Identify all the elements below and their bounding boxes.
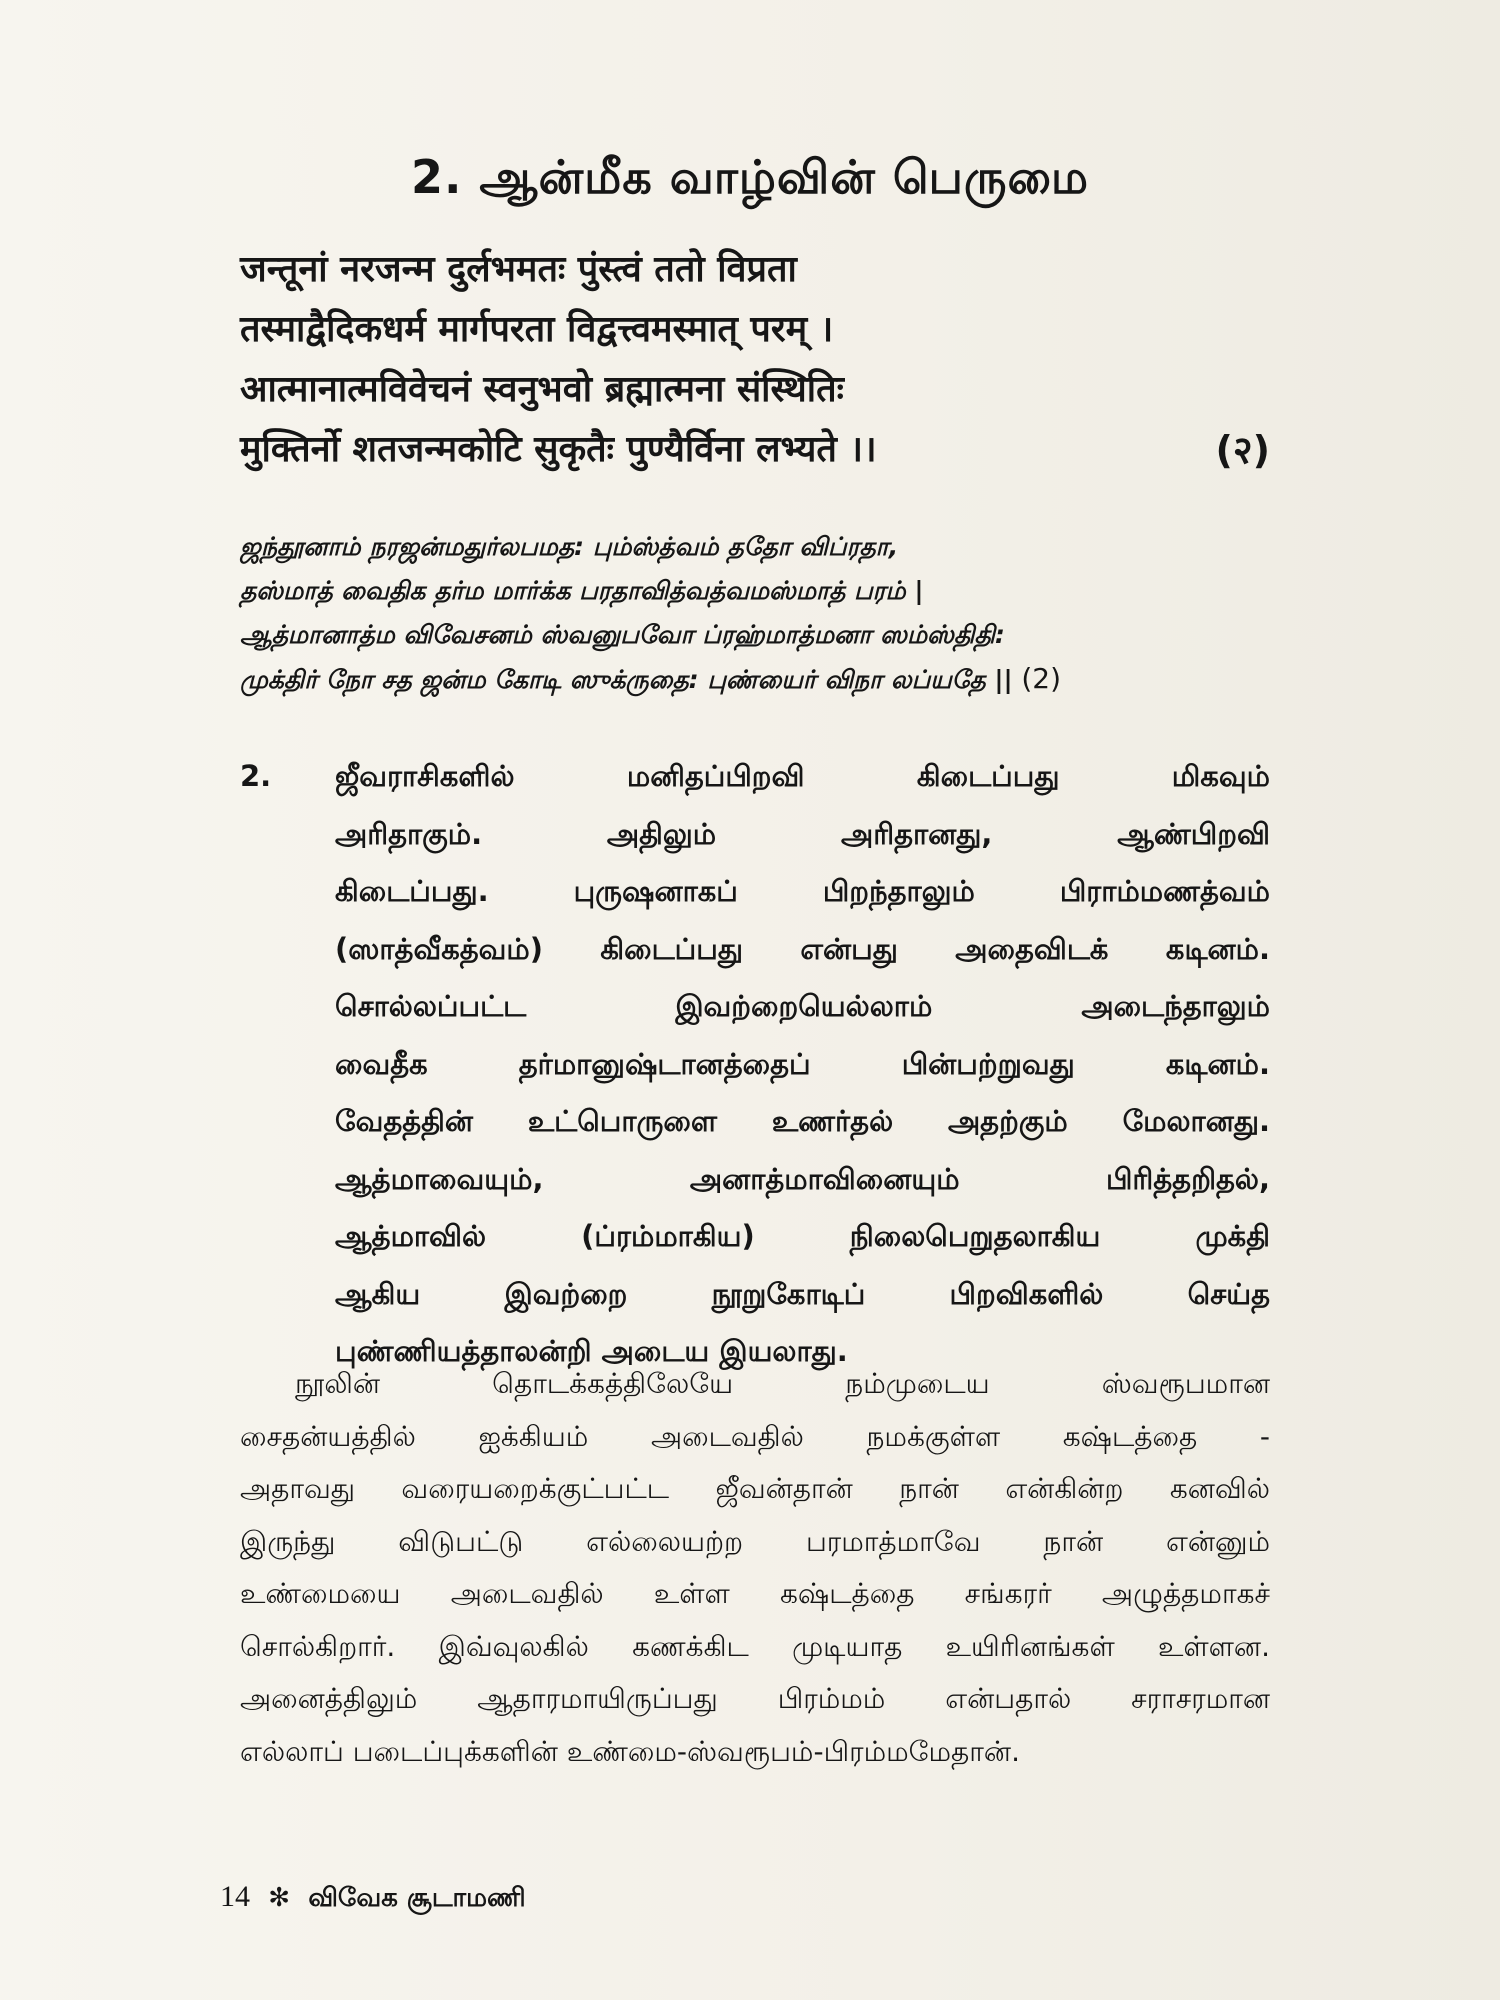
commentary-line: நூலின் தொடக்கத்திலேயே நம்முடைய ஸ்வரூபமான (295, 1367, 1270, 1400)
transliteration-line: தஸ்மாத் வைதிக தர்ம மார்க்க பரதாவித்வத்வமஸ்மாத் பரம் | (240, 576, 924, 605)
transliteration-line: ஜந்தூனாம் நரஜன்மதுர்லபமத: பும்ஸ்த்வம் ததோ விப்ரதா, (240, 532, 899, 561)
sanskrit-line-text: मुक्तिर्नो शतजन्मकोटि सुकृतैः पुण्यैर्विना लभ्यते ।। (240, 429, 877, 470)
meaning-line: (ஸாத்வீகத்வம்) கிடைப்பது என்பது அதைவிடக் கடினம். (335, 931, 1270, 966)
chapter-title: 2. ஆன்மீக வாழ்வின் பெருமை (410, 150, 1090, 204)
commentary-line: அனைத்திலும் ஆதாரமாயிருப்பது பிரம்மம் என்பதால் சராசரமான (240, 1682, 1270, 1715)
commentary-line: இருந்து விடுபட்டு எல்லையற்ற பரமாத்மாவே நான் என்னும் (240, 1524, 1270, 1558)
sanskrit-verse (240, 240, 1270, 480)
transliteration-verse-number: (2) (1021, 662, 1062, 695)
tamil-transliteration (240, 525, 1270, 701)
transliteration-line: ஆத்மானாத்ம விவேசனம் ஸ்வனுபவோ ப்ரஹ்மாத்மனா ஸம்ஸ்திதி: (240, 620, 1005, 649)
book-title: விவேக சூடாமணி (308, 1883, 526, 1913)
transliteration-line-text: முக்திர் நோ சத ஜன்ம கோடி ஸுக்ருதை: புண்யைர் விநா லப்யதே || (240, 665, 1013, 694)
page-number: 14 (220, 1880, 250, 1913)
meaning-line: ஆத்மாவையும், அனாத்மாவினையும் பிரித்தறிதல், (335, 1161, 1270, 1196)
sanskrit-verse-number: (२) (1215, 428, 1270, 472)
meaning-line: ஆகிய இவற்றை நூறுகோடிப் பிறவிகளில் செய்த (335, 1276, 1270, 1311)
commentary-line: சொல்கிறார். இவ்வுலகில் கணக்கிட முடியாத உயிரினங்கள் உள்ளன. (240, 1629, 1270, 1663)
meaning-line: வைதீக தர்மானுஷ்டானத்தைப் பின்பற்றுவது கடினம். (335, 1046, 1270, 1081)
meaning-line: கிடைப்பது. புருஷனாகப் பிறந்தாலும் பிராம்மணத்வம் (335, 874, 1270, 908)
transliteration-line (240, 657, 1270, 701)
meaning-line: புண்ணியத்தாலன்றி அடைய இயலாது. (335, 1334, 848, 1368)
sanskrit-line: जन्तूनां नरजन्म दुर्लभमतः पुंस्त्वं ततो विप्रता (240, 249, 797, 290)
sanskrit-line: तस्माद्वैदिकधर्म मार्गपरता विद्वत्त्वमस्मात् परम् । (240, 309, 834, 350)
asterisk-separator-icon: ✻ (268, 1883, 291, 1913)
meaning-line: வேதத்தின் உட்பொருளை உணர்தல் அதற்கும் மேலானது. (335, 1104, 1270, 1138)
commentary-line: உண்மையை அடைவதில் உள்ள கஷ்டத்தை சங்கரர் அழுத்தமாகச் (240, 1577, 1270, 1610)
meaning-line: சொல்லப்பட்ட இவற்றையெல்லாம் அடைந்தாலும் (335, 989, 1270, 1023)
meaning-text (335, 748, 1270, 1381)
sanskrit-line (240, 420, 1270, 480)
commentary-line: எல்லாப் படைப்புக்களின் உண்மை-ஸ்வரூபம்-பிரம்மமேதான். (240, 1734, 1020, 1768)
meaning-line: ஜீவராசிகளில் மனிதப்பிறவி கிடைப்பது மிகவும் (335, 759, 1270, 793)
page-footer (220, 1880, 526, 1916)
sanskrit-line: आत्मानात्मविवेचनं स्वनुभवो ब्रह्मात्मना संस्थितिः (240, 369, 844, 410)
commentary-line: சைதன்யத்தில் ஐக்கியம் அடைவதில் நமக்குள்ள கஷ்டத்தை - (240, 1419, 1270, 1453)
meaning-line: அரிதாகும். அதிலும் அரிதானது, ஆண்பிறவி (335, 816, 1270, 851)
meaning-line: ஆத்மாவில் (ப்ரம்மாகிய) நிலைபெறுதலாகிய முக்தி (335, 1219, 1270, 1253)
commentary-paragraph (240, 1358, 1270, 1778)
commentary-line: அதாவது வரையறைக்குட்பட்ட ஜீவன்தான் நான் என்கின்ற கனவில் (240, 1472, 1270, 1505)
meaning-number: 2. (240, 759, 272, 793)
